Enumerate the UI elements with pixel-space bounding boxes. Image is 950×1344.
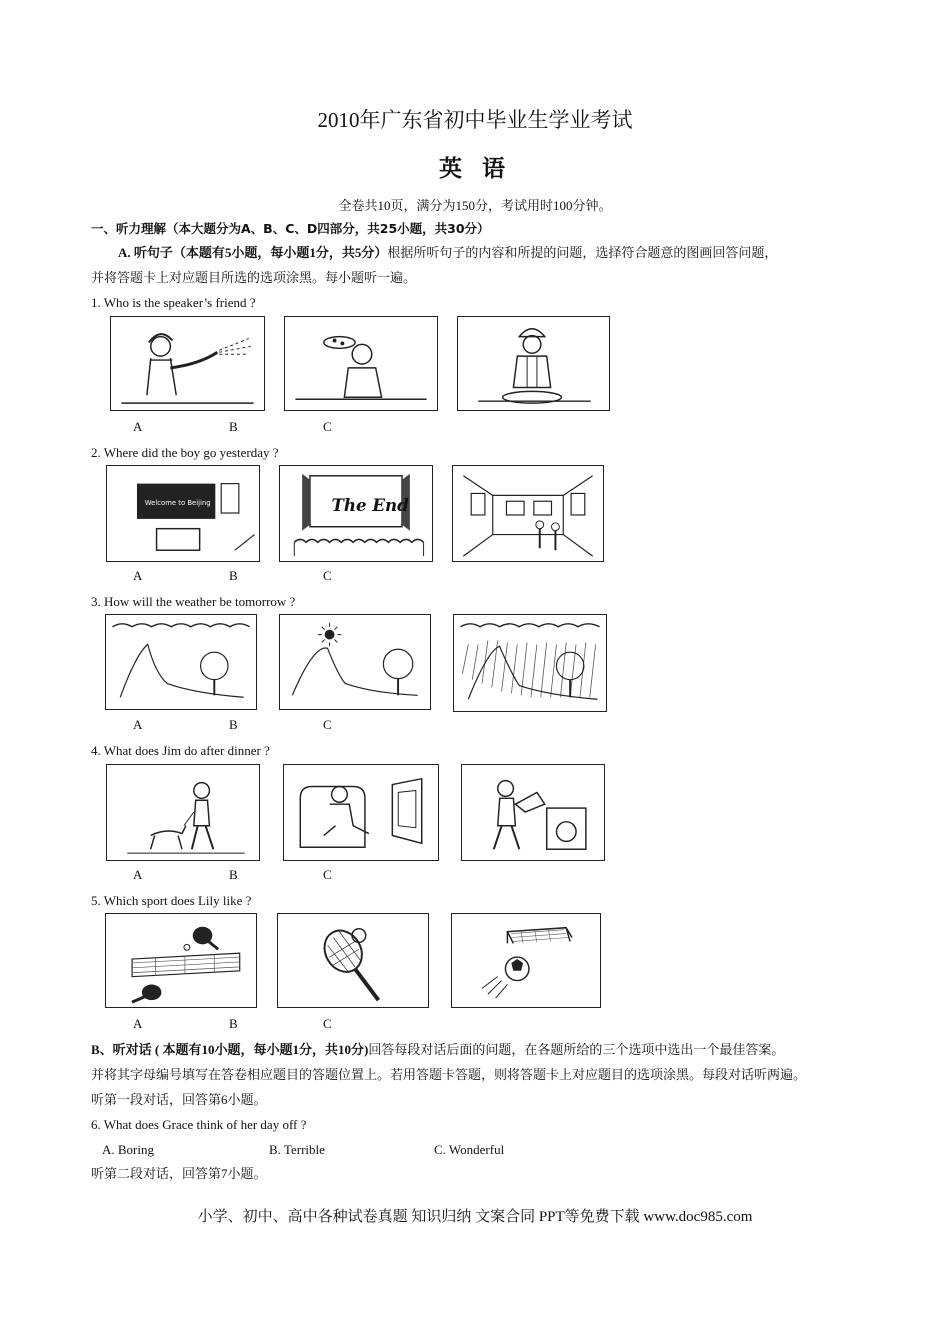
q3-picture-b	[279, 614, 431, 710]
cook-icon	[458, 317, 609, 410]
classroom-icon	[107, 466, 259, 561]
part-b-instruction	[91, 1040, 784, 1060]
question-4: 4. What does Jim do after dinner ?	[91, 743, 270, 758]
q5-label-a: A	[133, 1016, 143, 1031]
question-6: 6. What does Grace think of her day off ?	[91, 1117, 307, 1132]
q1-picture-c	[457, 316, 610, 411]
q3-label-a: A	[133, 717, 143, 732]
part-a-instruction	[118, 243, 777, 263]
part-b-line2: 并将其字母编号填写在答卷相应题目的答题位置上。若用答题卡答题，则将答题卡上对应题目的选项涂黑。每段对话听两遍。	[91, 1067, 807, 1082]
question-3: 3. How will the weather be tomorrow ?	[91, 594, 296, 609]
q5-picture-c	[451, 913, 601, 1008]
q6-option-b: B. Terrible	[269, 1142, 325, 1157]
rainy-icon	[454, 615, 606, 711]
part-b-rest: 回答每段对话后面的问题，在各题所给的三个选项中选出一个最佳答案。	[368, 1042, 785, 1057]
football-icon	[452, 914, 600, 1007]
cloudy-icon	[106, 615, 256, 709]
part-a-lead: A. 听句子（本题有5小题，每小题1分，共5分）	[118, 245, 388, 260]
q3-label-c: C	[323, 717, 332, 732]
q6-option-a: A. Boring	[102, 1142, 154, 1157]
sunny-icon	[280, 615, 430, 709]
q5-label-b: B	[229, 1016, 238, 1031]
firefighter-icon	[111, 317, 264, 410]
q2-label-c: C	[323, 568, 332, 583]
q1-label-a: A	[133, 419, 143, 434]
q1-label-b: B	[229, 419, 238, 434]
museum-icon	[453, 466, 603, 561]
q2-label-b: B	[229, 568, 238, 583]
q4-label-b: B	[229, 867, 238, 882]
part-a-rest: 根据所听句子的内容和所提的问题，选择符合题意的图画回答问题，	[387, 245, 778, 260]
q4-picture-c	[461, 764, 605, 861]
q3-picture-c	[453, 614, 607, 712]
q1-picture-a	[110, 316, 265, 411]
pizza-chef-icon	[285, 317, 437, 410]
q2-label-a: A	[133, 568, 143, 583]
watching-tv-icon	[284, 765, 438, 860]
footer-note: 小学、初中、高中各种试卷真题 知识归纳 文案合同 PPT等免费下载 www.doc985.com	[197, 1209, 753, 1225]
question-1: 1. Who is the speaker’s friend ?	[91, 295, 256, 310]
q5-label-c: C	[323, 1016, 332, 1031]
walking-dog-icon	[107, 765, 259, 860]
part-b-lead: B、听对话 ( 本题有10小题，每小题1分，共10分)	[91, 1042, 369, 1057]
q4-picture-a	[106, 764, 260, 861]
q1-picture-b	[284, 316, 438, 411]
q4-label-c: C	[323, 867, 332, 882]
subject-title: 英 语	[438, 156, 511, 182]
q2-picture-c	[452, 465, 604, 562]
q3-picture-a	[105, 614, 257, 710]
laundry-icon	[462, 765, 604, 860]
blackboard-text: Welcome to Beijing	[144, 499, 211, 508]
tennis-icon	[278, 914, 428, 1007]
part-a-instruction-line2: 并将答题卡上对应题目所选的选项涂黑。每小题听一遍。	[91, 270, 417, 285]
question-5: 5. Which sport does Lily like ?	[91, 893, 252, 908]
q4-label-a: A	[133, 867, 143, 882]
table-tennis-icon	[106, 914, 256, 1007]
q4-picture-b	[283, 764, 439, 861]
part-b-line3: 听第一段对话，回答第6小题。	[91, 1092, 267, 1107]
section-heading: 一、听力理解（本大题分为A、B、C、D四部分，共25小题，共30分）	[91, 221, 490, 236]
q1-label-c: C	[323, 419, 332, 434]
q3-label-b: B	[229, 717, 238, 732]
part-b-line4: 听第二段对话，回答第7小题。	[91, 1166, 267, 1181]
q5-picture-a	[105, 913, 257, 1008]
q5-picture-b	[277, 913, 429, 1008]
question-2: 2. Where did the boy go yesterday ?	[91, 445, 279, 460]
exam-intro: 全卷共10页，满分为150分，考试用时100分钟。	[338, 198, 612, 213]
screen-text: The End	[331, 495, 409, 516]
exam-title: 2010年广东省初中毕业生学业考试	[317, 108, 633, 132]
q2-picture-b	[279, 465, 433, 562]
cinema-icon	[280, 466, 432, 561]
q6-option-c: C. Wonderful	[434, 1142, 505, 1157]
q2-picture-a	[106, 465, 260, 562]
